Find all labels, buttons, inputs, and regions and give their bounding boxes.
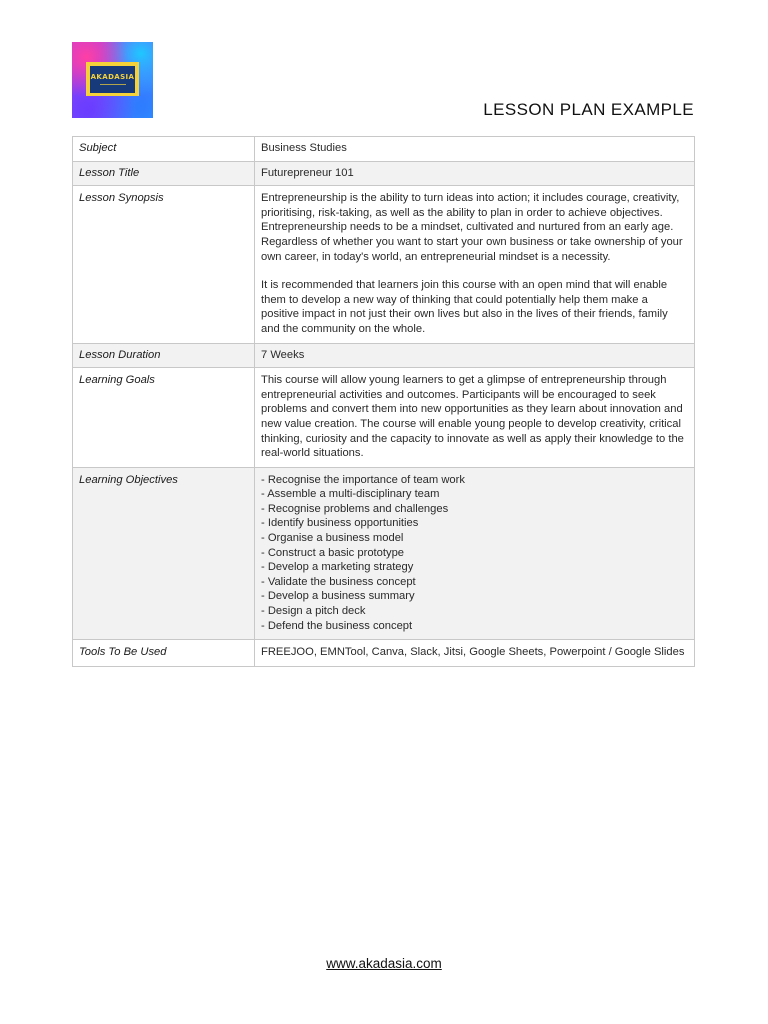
- objective-item: - Construct a basic prototype: [261, 546, 405, 559]
- tools-value: FREEJOO, EMNTool, Canva, Slack, Jitsi, Google Sheets, Powerpoint / Google Slides: [255, 640, 695, 667]
- table-row-lesson-synopsis: [73, 186, 695, 343]
- akadasia-logo: [72, 42, 153, 118]
- learning-goals-label: Learning Goals: [73, 368, 255, 468]
- lesson-duration-label: Lesson Duration: [73, 343, 255, 368]
- tools-label: Tools To Be Used: [73, 640, 255, 667]
- objective-item: - Organise a business model: [261, 532, 404, 545]
- objective-item: - Develop a business summary: [261, 590, 415, 603]
- synopsis-paragraph-1: Entrepreneurship is the ability to turn ideas into action; it includes courage, creativity, prioritising, risk-taking, as well as the ability to plan in order to achieve objectives. Entrepreneurship needs to be a mindset, cultivated and nurtured from an early age. Regardless of whether you want to start your own business or take ownership of your own career, in today's world, an entrepreneurial mindset is a necessity.: [261, 192, 683, 263]
- objective-item: - Identify business opportunities: [261, 517, 419, 530]
- lesson-title-label: Lesson Title: [73, 161, 255, 186]
- table-row-lesson-duration: [73, 343, 695, 368]
- lesson-duration-value: 7 Weeks: [255, 343, 695, 368]
- subject-label: Subject: [73, 137, 255, 162]
- website-link[interactable]: www.akadasia.com: [326, 956, 442, 971]
- table-row-lesson-title: [73, 161, 695, 186]
- objective-item: - Validate the business concept: [261, 575, 416, 588]
- page-title: LESSON PLAN EXAMPLE: [483, 100, 694, 119]
- objective-item: - Assemble a multi-disciplinary team: [261, 488, 440, 501]
- objective-item: - Design a pitch deck: [261, 605, 366, 618]
- logo-badge: [86, 62, 139, 96]
- synopsis-paragraph-2: It is recommended that learners join this course with an open mind that will enable them to develop a new way of thinking that could potentially help them make a positive impact in not just their own lives but also in the lives of their friends, family and the community on the whole.: [261, 279, 668, 335]
- lesson-synopsis-label: Lesson Synopsis: [73, 186, 255, 343]
- lesson-synopsis-value: [255, 186, 695, 343]
- objective-item: - Recognise the importance of team work: [261, 473, 465, 486]
- logo-wordmark: AKADASIA: [90, 72, 135, 81]
- logo-box: [90, 66, 135, 93]
- learning-objectives-label: Learning Objectives: [73, 467, 255, 640]
- table-row-learning-objectives: [73, 467, 695, 640]
- lesson-title-value: Futurepreneur 101: [255, 161, 695, 186]
- footer: [0, 956, 768, 971]
- learning-objectives-value: [255, 467, 695, 640]
- lesson-plan-table: [72, 136, 695, 667]
- objective-item: - Recognise problems and challenges: [261, 502, 449, 515]
- table-row-subject: [73, 137, 695, 162]
- table-row-tools: [73, 640, 695, 667]
- learning-goals-value: This course will allow young learners to get a glimpse of entrepreneurship through entrepreneurial activities and outcomes. Participants will be encouraged to seek problems and convert them into new opportunities as they learn about innovation and new value creation. The course will enable young people to develop creativity, critical thinking, curiosity and the capacity to innovate as well as apply their knowledge to the real-world situations.: [255, 368, 695, 468]
- subject-value: Business Studies: [255, 137, 695, 162]
- table-row-learning-goals: [73, 368, 695, 468]
- objective-item: - Defend the business concept: [261, 619, 413, 632]
- objective-item: - Develop a marketing strategy: [261, 561, 414, 574]
- logo-tagline-rule: [100, 84, 126, 85]
